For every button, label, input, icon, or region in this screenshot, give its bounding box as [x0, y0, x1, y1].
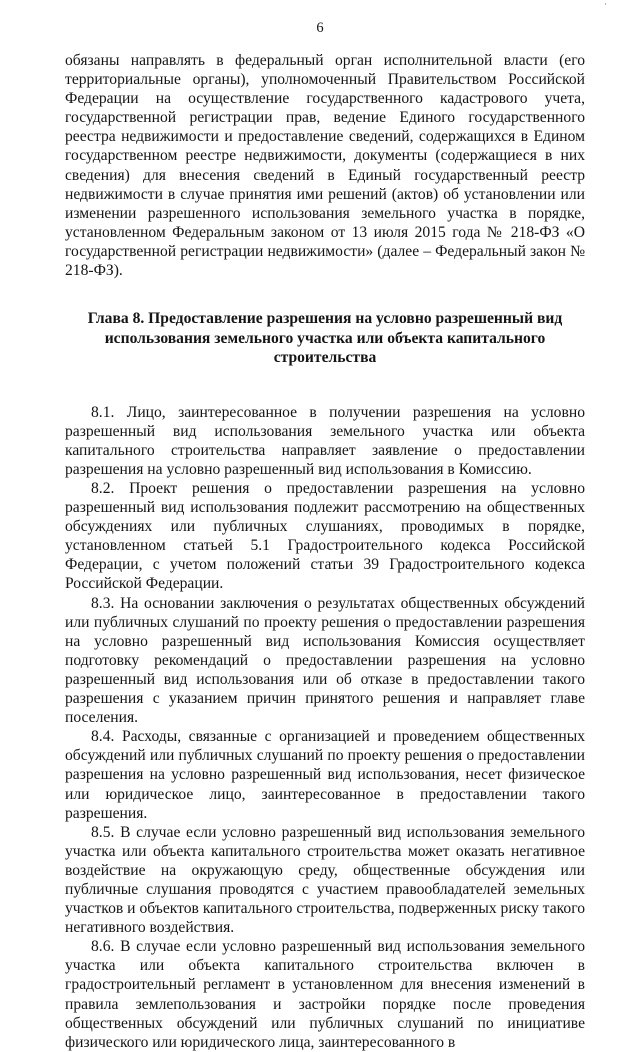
paragraph-8-5: 8.5. В случае если условно разрешенный вид использования земельного участка или объекта капитального строительства может оказать негативное воздействие на окружающую среду, общественные обсуждения или публичные слушания проводятся с участием правообладателей земельных участков и объектов капитального строительства, подверженных риску такого негативного воздействия. — [65, 823, 585, 937]
paragraph-8-2: 8.2. Проект решения о предоставлении разрешения на условно разрешенный вид использования подлежит рассмотрению на общественных обсуждениях или публичных слушаниях, проводимых в порядке, установленном статьей 5.1 Градостроительного кодекса Российской Федерации, с учетом положений статьи 39 Градостроительного кодекса Российской Федерации. — [65, 480, 585, 593]
paragraph-8-6: 8.6. В случае если условно разрешенный вид использования земельного участка или объекта капитального строительства включен в градостроительный регламент в установленном для внесения изменений в правила землепользования и застройки порядке после проведения общественных обсуждений или публичных слушаний по инициативе физического или юридического лица, заинтересованного в — [65, 938, 585, 1051]
chapter-heading-line-1: Глава 8. Предоставление разрешения на условно разрешенный вид — [87, 310, 563, 328]
chapter-heading — [65, 309, 585, 368]
corner-mark: · — [604, 0, 607, 9]
document-body — [65, 51, 585, 1052]
intro-paragraph: обязаны направлять в федеральный орган исполнительной власти (его территориальные органы), уполномоченный Правительством Российской Федерации на осуществление государственного кадастрового учета, государственной регистрации прав, ведение Единого государственного реестра недвижимости и предоставление сведений, содержащихся в Едином государственном реестре недвижимости, документы (содержащиеся в них сведения) для внесения сведений в Единый государственный реестр недвижимости в случае принятия ими решений (актов) об установлении или изменении разрешенного использования земельного участка в порядке, установленном Федеральным законом от 13 июля 2015 года № 218-ФЗ «О государственной регистрации недвижимости» (далее – Федеральный закон № 218-ФЗ). — [65, 52, 585, 280]
paragraph-8-4: 8.4. Расходы, связанные с организацией и проведением общественных обсуждений или публичных слушаний по проекту решения о предоставлении разрешения на условно разрешенный вид использования, несет физическое или юридическое лицо, заинтересованное в предоставлении такого разрешения. — [65, 728, 585, 822]
chapter-heading-line-2: использования земельного участка или объекта капитального строительства — [104, 329, 546, 367]
page-number: 6 — [316, 20, 324, 36]
paragraph-8-3: 8.3. На основании заключения о результатах общественных обсуждений или публичных слушаний по проекту решения о предоставлении разрешения на условно разрешенный вид использования Комиссия осуществляет подготовку рекомендаций о предоставлении разрешения на условно разрешенный вид использования или об отказе в предоставлении такого разрешения с указанием причин принятого решения и направляет главе поселения. — [65, 594, 585, 727]
paragraph-8-1: 8.1. Лицо, заинтересованное в получении разрешения на условно разрешенный вид использования земельного участка или объекта капитального строительства направляет заявление о предоставлении разрешения на условно разрешенный вид использования в Комиссию. — [65, 403, 585, 478]
